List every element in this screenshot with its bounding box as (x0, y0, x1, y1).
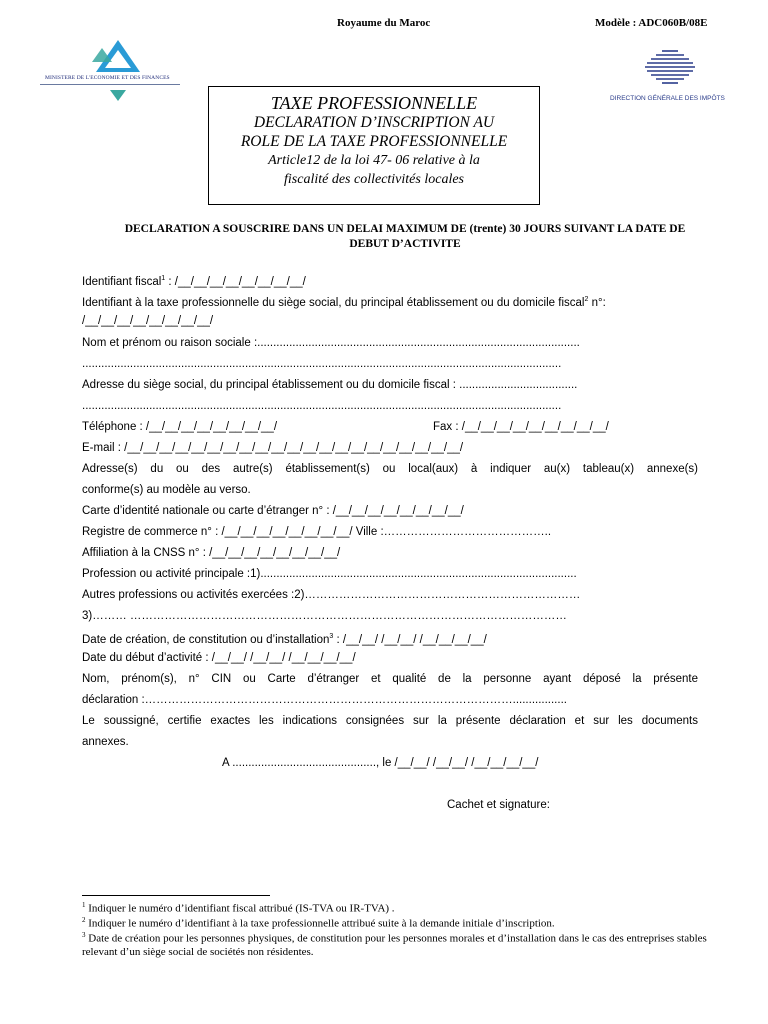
footnote-number: 2 (82, 916, 86, 924)
profession-3-field[interactable]: 3)……… …………………………………………………………………………………………………… (82, 610, 567, 622)
deadline-instruction (82, 222, 728, 252)
footnote-number: 3 (82, 931, 86, 939)
identifiant-fiscal-field[interactable]: : /__/__/__/__/__/__/__/__/ (165, 275, 306, 288)
footnote-text: Indiquer le numéro d’identifiant à la taxe professionnelle attribué suite à la demande initiale d’inscription. (85, 917, 555, 930)
dgi-name: DIRECTION GÉNÉRALE DES IMPÔTS (610, 95, 725, 102)
footnote-3 (82, 929, 732, 959)
profession-principale-field[interactable]: Profession ou activité principale :1)................................................................................................... (82, 568, 577, 580)
dgi-logo (600, 45, 740, 107)
registre-commerce-field[interactable]: Registre de commerce n° : /__/__/__/__/__/__/__/__/ Ville :…………………………………….. (82, 526, 552, 538)
autres-etablissements-line1: Adresse(s) du ou des autre(s) établissement(s) ou local(aux) à indiquer au(x) tableau(x) annexe(s) (82, 463, 698, 475)
autres-etablissements-line2: conforme(s) au modèle au verso. (82, 484, 251, 496)
form-subtitle-line2: ROLE DE LA TAXE PROFESSIONNELLE (240, 133, 508, 150)
ministry-name: MINISTERE DE L'ECONOMIE ET DES FINANCES (45, 75, 170, 81)
model-number: Modèle : ADC060B/08E (595, 17, 708, 29)
footnote-number: 1 (82, 901, 86, 909)
footnote-text: Date de création pour les personnes physiques, de constitution pour les personnes morales et d’installation dans le cas des entreprises stables relevant d’un siège social de sociétés non résidentes. (82, 932, 707, 958)
footnote-ref-1: 1 (161, 275, 166, 282)
ministry-underline (40, 84, 180, 85)
tp-field[interactable]: /__/__/__/__/__/__/__/__/ (82, 315, 214, 327)
footnote-ref-3: 3 (329, 633, 334, 640)
certification-line2: annexes. (82, 736, 129, 748)
article-line1: Article12 de la loi 47- 06 relative à la (268, 153, 480, 168)
identifiant-fiscal-line (82, 272, 306, 289)
instruction-line2: DEBUT D’ACTIVITE (349, 238, 461, 250)
email-field[interactable]: E-mail : /__/__/__/__/__/__/__/__/__/__/__/__/__/__/__/__/__/__/__/__/__/ (82, 442, 464, 454)
footnote-separator (82, 895, 270, 896)
autres-professions-field[interactable]: Autres professions ou activités exercées :2)……………………………………………………………… (82, 589, 581, 601)
telephone-field[interactable]: Téléphone : /__/__/__/__/__/__/__/__/ (82, 421, 278, 433)
tp-line (82, 293, 606, 310)
cachet-signature-label: Cachet et signature: (447, 799, 550, 811)
date-creation-label: Date de création, de constitution ou d’installation (82, 633, 330, 646)
lieu-date-field[interactable]: A ............................................., le /__/__/ /__/__/ /__/__/__/__/ (222, 757, 539, 769)
title-box (208, 86, 540, 205)
cnss-field[interactable]: Affiliation à la CNSS n° : /__/__/__/__/__/__/__/__/ (82, 547, 341, 559)
deposant-field[interactable]: déclaration :……………………………………………………………………………………................. (82, 694, 567, 706)
nom-raison-sociale-continuation[interactable]: ...................................................................................................................................................... (82, 358, 562, 370)
instruction-line1: DECLARATION A SOUSCRIRE DANS UN DELAI MAXIMUM DE (trente) 30 JOURS SUIVANT LA DATE DE (124, 223, 686, 235)
adresse-siege-field[interactable]: Adresse du siège social, du principal établissement ou du domicile fiscal : ..................................... (82, 379, 578, 391)
nom-raison-sociale-field[interactable]: Nom et prénom ou raison sociale :..................................................................................................... (82, 337, 580, 349)
fax-field[interactable]: Fax : /__/__/__/__/__/__/__/__/__/ (433, 421, 609, 433)
form-subtitle-line1: DECLARATION D’INSCRIPTION AU (253, 114, 495, 131)
date-creation-field[interactable]: : /__/__/ /__/__/ /__/__/__/__/ (333, 633, 487, 646)
certification-line1: Le soussigné, certifie exactes les indications consignées sur la présente déclaration et sur les documents (82, 715, 698, 727)
article-line2: fiscalité des collectivités locales (284, 172, 464, 187)
deposant-line1: Nom, prénom(s), n° CIN ou Carte d’étranger et qualité de la personne ayant déposé la présente (82, 673, 698, 685)
ministry-emblem-icon (40, 38, 180, 104)
tp-suffix: n°: (588, 296, 606, 309)
ministry-logo (40, 38, 180, 104)
tp-label: Identifiant à la taxe professionnelle du siège social, du principal établissement ou du domicile fiscal (82, 296, 585, 309)
footnote-ref-2: 2 (584, 296, 589, 303)
dgi-diamond-icon (600, 45, 740, 93)
identifiant-fiscal-label: Identifiant fiscal (82, 275, 162, 288)
adresse-siege-continuation[interactable]: ...................................................................................................................................................... (82, 400, 562, 412)
cin-field[interactable]: Carte d’identité nationale ou carte d’étranger n° : /__/__/__/__/__/__/__/__/ (82, 505, 464, 517)
form-title: TAXE PROFESSIONNELLE (270, 93, 478, 113)
kingdom-header: Royaume du Maroc (337, 17, 431, 29)
date-creation-line (82, 630, 487, 647)
footnote-text: Indiquer le numéro d’identifiant fiscal attribué (IS-TVA ou IR-TVA) . (85, 902, 395, 915)
date-debut-activite-field[interactable]: Date du début d’activité : /__/__/ /__/__/ /__/__/__/__/ (82, 652, 356, 664)
